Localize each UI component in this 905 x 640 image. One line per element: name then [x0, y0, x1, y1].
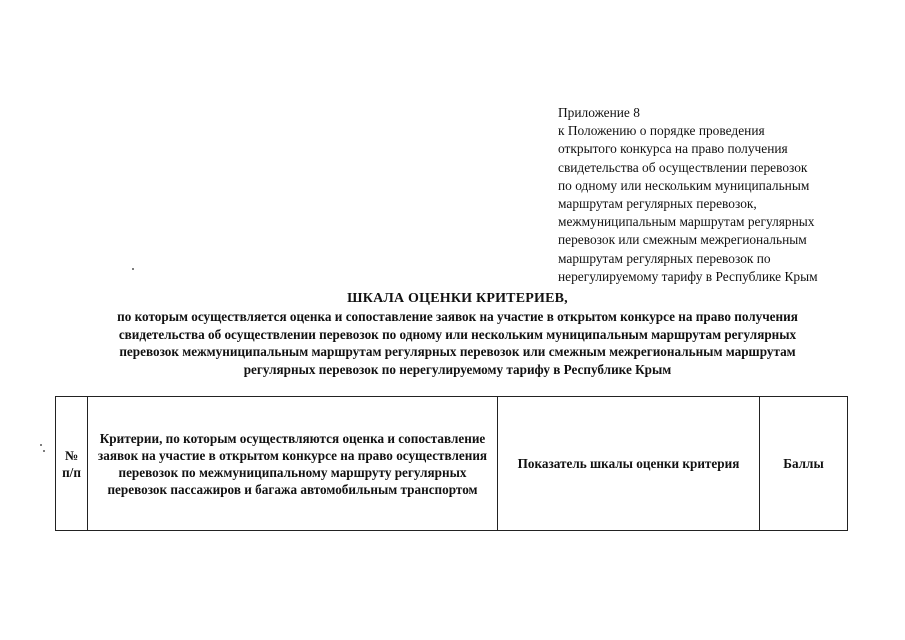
- appendix-line: открытого конкурса на право получения: [558, 141, 788, 157]
- header-number: № п/п: [56, 397, 88, 531]
- scan-artifact: [40, 444, 42, 446]
- header-points: Баллы: [760, 397, 848, 531]
- heading-line: свидетельства об осуществлении перевозок по одному или нескольким муниципальным маршрутам регулярных: [118, 326, 797, 342]
- criteria-table: [55, 396, 848, 531]
- heading-line: регулярных перевозок по нерегулируемому тарифу в Республике Крым: [243, 362, 672, 378]
- appendix-line: к Положению о порядке проведения: [558, 123, 765, 139]
- table-header-row: [56, 397, 848, 531]
- document-title: ШКАЛА ОЦЕНКИ КРИТЕРИЕВ,: [347, 291, 568, 306]
- heading-line: перевозок межмуниципальным маршрутам регулярных перевозок или смежным межрегиональным маршрутам: [119, 344, 796, 360]
- appendix-line: Приложение 8: [558, 105, 640, 120]
- appendix-line: маршрутам регулярных перевозок по: [558, 250, 771, 266]
- appendix-line: по одному или нескольким муниципальным: [558, 177, 810, 193]
- appendix-line: межмуниципальным маршрутам регулярных: [558, 214, 815, 230]
- appendix-line: нерегулируемому тарифу в Республике Крым: [558, 268, 818, 284]
- header-indicator: Показатель шкалы оценки критерия: [498, 397, 760, 531]
- criteria-table-header: [56, 397, 848, 531]
- scan-artifact: [43, 450, 45, 452]
- appendix-note: [558, 104, 878, 286]
- appendix-line: перевозок или смежным межрегиональным: [558, 232, 807, 248]
- document-heading: [40, 290, 875, 379]
- scan-artifact: [132, 268, 134, 270]
- appendix-line: свидетельства об осуществлении перевозок: [558, 159, 808, 175]
- appendix-line: маршрутам регулярных перевозок,: [558, 196, 757, 212]
- header-criteria: Критерии, по которым осуществляются оценка и сопоставление заявок на участие в открытом конкурсе на право осуществления перевозок по межмуниципальному маршруту регулярных перевозок пассажиров и багажа автомобильным транспортом: [88, 397, 498, 531]
- heading-line: по которым осуществляется оценка и сопоставление заявок на участие в открытом конкурсе на право получения: [117, 308, 798, 324]
